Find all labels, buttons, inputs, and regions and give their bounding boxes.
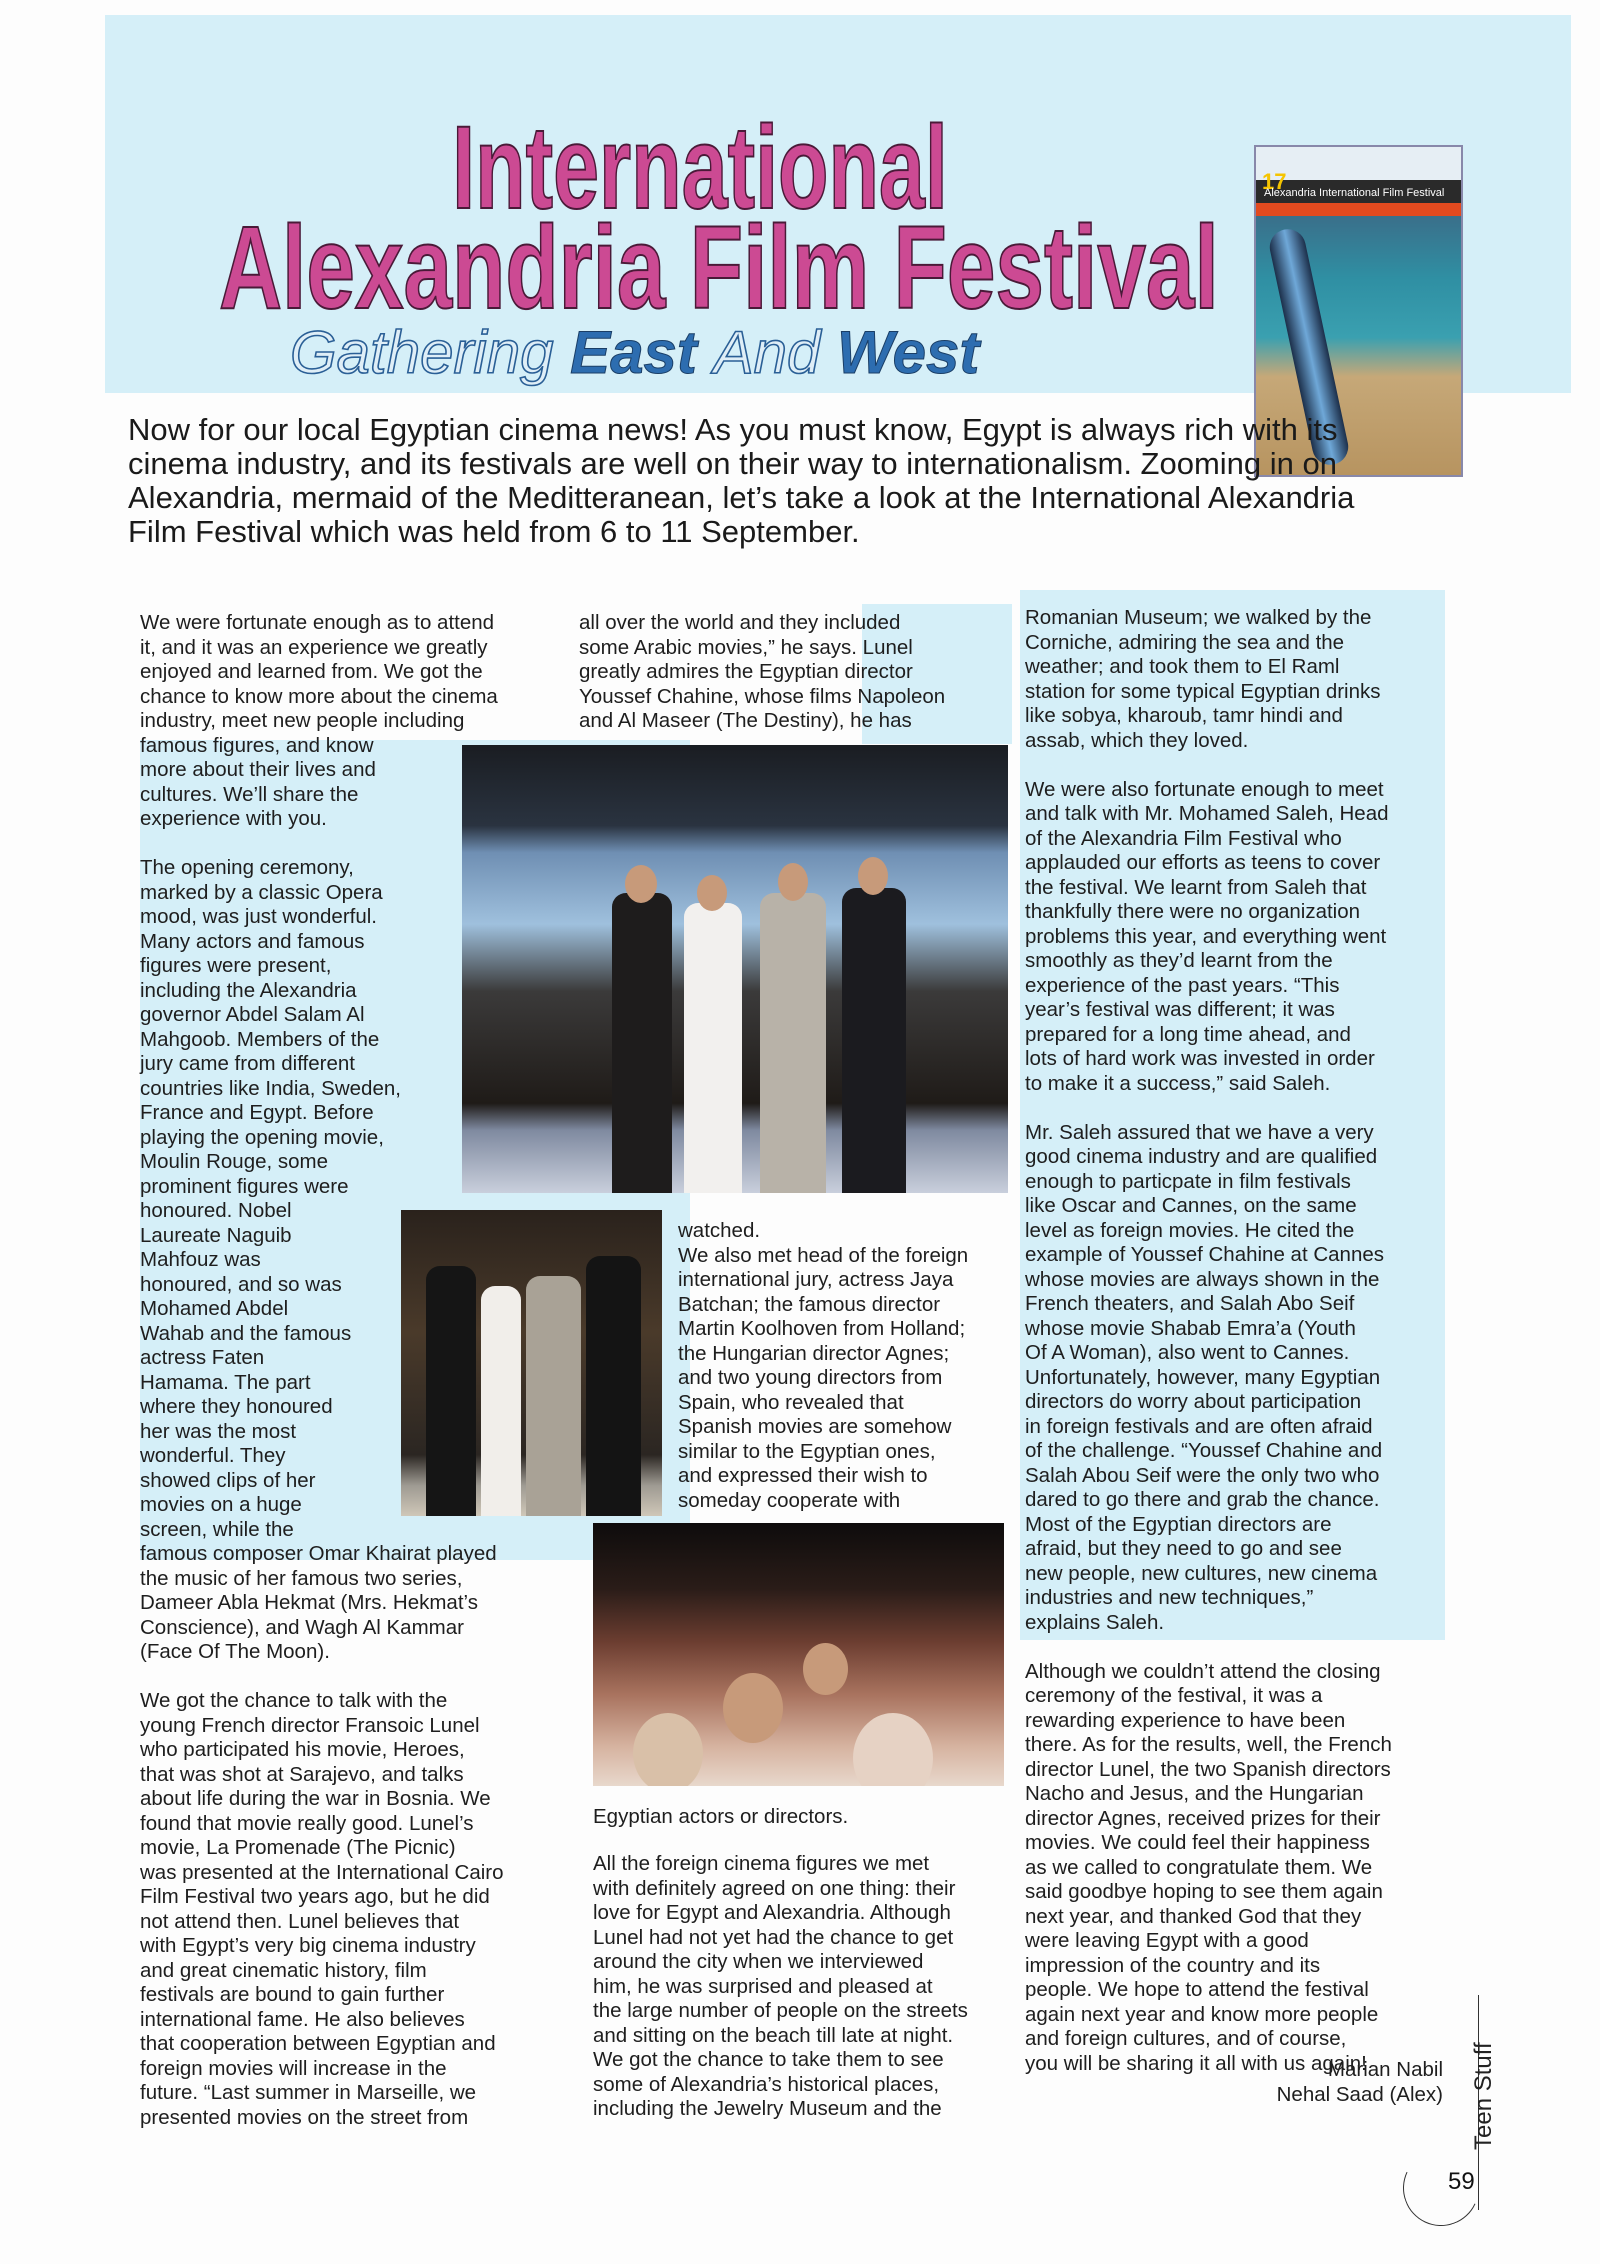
subtitle-word: Gathering: [290, 319, 554, 386]
text-line: thankfully there were no organization: [1025, 900, 1361, 923]
text-line: Spanish movies are somehow: [678, 1415, 952, 1438]
text-line: foreign movies will increase in the: [140, 2056, 447, 2080]
text-line: Laureate Naguib: [140, 1223, 292, 1247]
text-line: Batchan; the famous director: [678, 1292, 941, 1316]
text-line: movie, La Promenade (The Picnic): [140, 1836, 456, 1859]
text-line: new people, new cultures, new cinema: [1025, 1561, 1378, 1585]
text-line: director Agnes, received prizes for their: [1025, 1806, 1381, 1830]
opening-ceremony-photo: [462, 745, 1008, 1193]
column-2-top: [579, 611, 945, 734]
title-line-2: Alexandria Film Festival: [219, 202, 1219, 334]
text-line: Nacho and Jesus, and the Hungarian: [1025, 1782, 1364, 1805]
text-line: enough to particpate in film festivals: [1025, 1169, 1351, 1193]
text-line: were leaving Egypt with a good: [1025, 1929, 1309, 1952]
person-figure: [426, 1266, 476, 1516]
text-line: We were fortunate enough as to attend: [140, 611, 495, 634]
text-line: director Lunel, the two Spanish directors: [1025, 1757, 1391, 1781]
text-line: We got the chance to take them to see: [593, 2048, 944, 2071]
audience-head: [633, 1713, 703, 1786]
text-line: with Egypt’s very big cinema industry: [140, 1934, 476, 1957]
text-line: future. “Last summer in Marseille, we: [140, 2081, 477, 2104]
paragraph-gap: [1025, 753, 1392, 778]
text-line: it, and it was an experience we greatly: [140, 635, 488, 659]
subtitle-word: West: [837, 319, 980, 386]
section-label: Teen Stuff: [1470, 2042, 1497, 2150]
text-line: We were also fortunate enough to meet: [1025, 777, 1384, 801]
text-line: governor Abdel Salam Al: [140, 1003, 365, 1026]
text-line: Nehal Saad (Alex): [1276, 2082, 1443, 2106]
header-band-right: [1470, 15, 1571, 305]
text-line: not attend then. Lunel believes that: [140, 1909, 460, 1933]
person-figure: [760, 893, 826, 1193]
page-number-circle: [1392, 2139, 1489, 2236]
text-line: good cinema industry and are qualified: [1025, 1145, 1378, 1168]
photo-caption: Egyptian actors or directors.: [593, 1805, 849, 1828]
text-line: the large number of people on the streets: [593, 1999, 968, 2022]
text-line: cultures. We’ll share the: [140, 782, 359, 806]
text-line: found that movie really good. Lunel’s: [140, 1811, 474, 1835]
text-line: year’s festival was different; it was: [1025, 998, 1335, 1021]
text-line: more about their lives and: [140, 758, 376, 781]
text-line: Wahab and the famous: [140, 1321, 352, 1345]
text-line: level as foreign movies. He cited the: [1025, 1218, 1355, 1242]
text-line: enjoyed and learned from. We got the: [140, 660, 483, 683]
text-line: France and Egypt. Before: [140, 1101, 374, 1124]
text-line: including the Jewelry Museum and the: [593, 2097, 942, 2120]
text-line: prepared for a long time ahead, and: [1025, 1022, 1351, 1046]
text-line: Salah Abou Seif were the only two who: [1025, 1463, 1380, 1487]
text-line: that was shot at Sarajevo, and talks: [140, 1762, 464, 1786]
text-line: playing the opening movie,: [140, 1125, 384, 1149]
text-line: wonderful. They: [140, 1444, 286, 1467]
text-line: Mr. Saleh assured that we have a very: [1025, 1120, 1374, 1144]
text-line: experience with you.: [140, 807, 327, 830]
text-line: dared to go there and grab the chance.: [1025, 1488, 1380, 1511]
text-line: next year, and thanked God that they: [1025, 1904, 1362, 1928]
text-line: station for some typical Egyptian drinks: [1025, 679, 1381, 703]
text-line: whose movies are always shown in the: [1025, 1267, 1380, 1291]
text-line: of the Alexandria Film Festival who: [1025, 826, 1342, 850]
text-line: said goodbye hoping to see them again: [1025, 1880, 1383, 1903]
column-2-middle: [678, 1219, 968, 1513]
paragraph-gap: [140, 832, 504, 857]
text-line: weather; and took them to El Raml: [1025, 655, 1340, 678]
text-line: example of Youssef Chahine at Cannes: [1025, 1243, 1385, 1266]
subtitle-word: And: [713, 319, 821, 386]
audience-photo: [593, 1523, 1004, 1786]
text-line: Moulin Rouge, some: [140, 1150, 329, 1173]
text-line: and foreign cultures, and of course,: [1025, 2027, 1347, 2050]
person-figure: [612, 893, 672, 1193]
text-line: and two young directors from: [678, 1366, 943, 1389]
person-figure: [481, 1286, 521, 1516]
text-line: figures were present,: [140, 954, 332, 977]
text-line: actress Faten: [140, 1346, 265, 1369]
text-line: Martin Koolhoven from Holland;: [678, 1317, 966, 1340]
text-line: movies. We could feel their happiness: [1025, 1831, 1370, 1854]
text-line: We also met head of the foreign: [678, 1243, 969, 1267]
text-line: international jury, actress Jaya: [678, 1268, 954, 1291]
text-line: greatly admires the Egyptian director: [579, 660, 913, 683]
text-line: industry, meet new people including: [140, 709, 465, 732]
text-line: impression of the country and its: [1025, 1953, 1321, 1977]
text-line: Dameer Abla Hekmat (Mrs. Hekmat’s: [140, 1591, 478, 1614]
text-line: including the Alexandria: [140, 978, 357, 1002]
text-line: similar to the Egyptian ones,: [678, 1439, 936, 1463]
text-line: Many actors and famous: [140, 929, 365, 953]
text-line: of the challenge. “Youssef Chahine and: [1025, 1439, 1383, 1462]
text-line: the Hungarian director Agnes;: [678, 1341, 950, 1365]
text-line: applauded our efforts as teens to cover: [1025, 851, 1381, 874]
text-line: there. As for the results, well, the French: [1025, 1733, 1392, 1756]
text-line: presented movies on the street from: [140, 2105, 469, 2129]
audience-head: [853, 1713, 933, 1786]
text-line: directors do worry about participation: [1025, 1390, 1362, 1413]
text-line: festivals are bound to gain further: [140, 1983, 445, 2006]
text-line: him, he was surprised and pleased at: [593, 1974, 933, 1998]
text-line: young French director Fransoic Lunel: [140, 1713, 480, 1737]
text-line: international fame. He also believes: [140, 2007, 465, 2031]
text-line: love for Egypt and Alexandria. Although: [593, 1901, 951, 1924]
text-line: Spain, who revealed that: [678, 1390, 904, 1414]
text-line: Lunel had not yet had the chance to get: [593, 1925, 954, 1949]
text-line: The opening ceremony,: [140, 856, 354, 879]
text-line: experience of the past years. “This: [1025, 973, 1340, 997]
audience-head: [803, 1643, 848, 1695]
column-3: [1025, 606, 1392, 2076]
text-line: honoured. Nobel: [140, 1199, 292, 1222]
text-line: where they honoured: [140, 1395, 333, 1418]
text-line: the music of her famous two series,: [140, 1566, 463, 1590]
text-line: someday cooperate with: [678, 1488, 901, 1512]
text-line: problems this year, and everything went: [1025, 924, 1387, 948]
text-line: afraid, but they need to go and see: [1025, 1537, 1342, 1560]
text-line: around the city when we interviewed: [593, 1950, 924, 1973]
audience-head: [723, 1673, 783, 1743]
text-line: industries and new techniques,”: [1025, 1586, 1314, 1609]
title-line-1: International: [452, 102, 948, 234]
text-line: Most of the Egyptian directors are: [1025, 1512, 1332, 1536]
author-credits: [1025, 2058, 1443, 2107]
text-line: screen, while the: [140, 1517, 294, 1541]
text-line: movies on a huge: [140, 1493, 302, 1516]
text-line: like Oscar and Cannes, on the same: [1025, 1194, 1357, 1217]
text-line: assab, which they loved.: [1025, 728, 1249, 752]
text-line: famous figures, and know: [140, 733, 374, 757]
text-line: that cooperation between Egyptian and: [140, 2032, 496, 2055]
text-line: Although we couldn’t attend the closing: [1025, 1659, 1381, 1683]
text-line: Corniche, admiring the sea and the: [1025, 630, 1345, 654]
person-head: [625, 865, 657, 903]
text-line: with definitely agreed on one thing: their: [593, 1876, 956, 1900]
page-number: 59: [1448, 2168, 1475, 2195]
text-line: to make it a success,” said Saleh.: [1025, 1071, 1331, 1095]
text-line: Mohamed Abdel: [140, 1297, 289, 1320]
text-line: famous composer Omar Khairat played: [140, 1542, 497, 1565]
text-line: All the foreign cinema figures we met: [593, 1852, 930, 1875]
subtitle-word: East: [570, 319, 697, 386]
person-figure: [526, 1276, 581, 1516]
text-line: and talk with Mr. Mohamed Saleh, Head: [1025, 802, 1389, 825]
text-line: Of A Woman), also went to Cannes.: [1025, 1341, 1350, 1364]
text-line: and sitting on the beach till late at night.: [593, 2023, 954, 2047]
text-line: in foreign festivals and are often afraid: [1025, 1414, 1373, 1438]
text-line: Hamama. The part: [140, 1370, 311, 1394]
text-line: her was the most: [140, 1419, 297, 1443]
text-line: rewarding experience to have been: [1025, 1708, 1346, 1732]
text-line: was presented at the International Cairo: [140, 1860, 504, 1884]
text-line: lots of hard work was invested in order: [1025, 1047, 1375, 1070]
text-line: as we called to congratulate them. We: [1025, 1855, 1373, 1879]
text-line: whose movie Shabab Emra’a (Youth: [1025, 1316, 1356, 1340]
text-line: smoothly as they’d learnt from the: [1025, 949, 1333, 972]
text-line: Film Festival two years ago, but he did: [140, 1885, 490, 1908]
text-line: and Al Maseer (The Destiny), he has: [579, 709, 912, 732]
text-line: people. We hope to attend the festival: [1025, 1978, 1369, 2001]
text-line: watched.: [678, 1219, 761, 1242]
text-line: all over the world and they included: [579, 611, 901, 634]
text-line: the festival. We learnt from Saleh that: [1025, 875, 1367, 899]
person-figure: [586, 1256, 641, 1516]
paragraph-gap: [1025, 1096, 1392, 1121]
text-line: (Face Of The Moon).: [140, 1640, 330, 1663]
text-line: Youssef Chahine, whose films Napoleon: [579, 684, 946, 708]
text-line: and great cinematic history, film: [140, 1958, 427, 1982]
poster-number: 17: [1262, 169, 1287, 194]
text-line: you will be sharing it all with us again!: [1025, 2051, 1367, 2075]
text-line: Conscience), and Wagh Al Kammar: [140, 1615, 464, 1639]
column-2-bottom: [593, 1852, 968, 2122]
text-line: Mahgoob. Members of the: [140, 1027, 380, 1051]
text-line: some Arabic movies,” he says. Lunel: [579, 635, 913, 659]
text-line: some of Alexandria’s historical places,: [593, 2072, 940, 2096]
text-line: showed clips of her: [140, 1468, 316, 1492]
text-line: and expressed their wish to: [678, 1464, 928, 1487]
honouring-ceremony-photo: [401, 1210, 662, 1516]
text-line: countries like India, Sweden,: [140, 1076, 401, 1100]
text-line: about life during the war in Bosnia. We: [140, 1787, 491, 1810]
text-line: marked by a classic Opera: [140, 880, 383, 904]
poster-caption: Alexandria International Film Festival: [1264, 187, 1445, 199]
subtitle: [290, 318, 979, 387]
text-line: like sobya, kharoub, tamr hindi and: [1025, 704, 1343, 727]
text-line: prominent figures were: [140, 1174, 349, 1198]
text-line: Unfortunately, however, many Egyptian: [1025, 1365, 1381, 1389]
paragraph-gap: [1025, 1635, 1392, 1660]
text-line: mood, was just wonderful.: [140, 905, 378, 928]
person-figure: [842, 888, 906, 1193]
person-head: [858, 857, 888, 895]
text-line: Marian Nabil: [1327, 2058, 1443, 2081]
text-line: honoured, and so was: [140, 1272, 342, 1296]
text-line: chance to know more about the cinema: [140, 684, 498, 708]
text-line: French theaters, and Salah Abo Seif: [1025, 1292, 1355, 1315]
text-line: ceremony of the festival, it was a: [1025, 1684, 1323, 1707]
text-line: jury came from different: [140, 1052, 355, 1075]
text-line: explains Saleh.: [1025, 1610, 1165, 1634]
text-line: again next year and know more people: [1025, 2002, 1379, 2026]
text-line: Romanian Museum; we walked by the: [1025, 606, 1372, 629]
text-line: Mahfouz was: [140, 1248, 261, 1271]
text-line: We got the chance to talk with the: [140, 1689, 448, 1712]
intro-paragraph: Now for our local Egyptian cinema news! As you must know, Egypt is always rich with its cinema industry, and its festivals are well on their way to internationalism. Zooming in on Alexandria, mermaid of the Meditteranean, let’s take a look at the International Alexandria Film Festival which was held from 6 to 11 September.: [128, 412, 1355, 549]
person-head: [778, 863, 808, 901]
text-line: who participated his movie, Heroes,: [140, 1738, 465, 1761]
person-head: [697, 875, 727, 911]
paragraph-gap: [140, 1665, 504, 1690]
person-figure: [684, 903, 742, 1193]
